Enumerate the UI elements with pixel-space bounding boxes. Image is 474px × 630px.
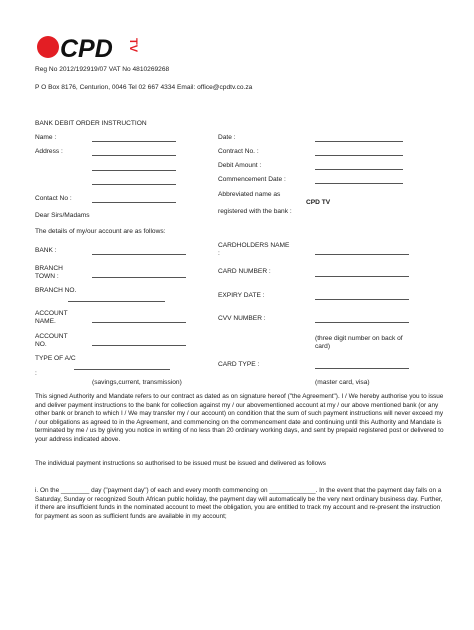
abbrev-name-label-2: registered with the bank : (218, 208, 292, 215)
address-field-2[interactable] (92, 170, 176, 171)
name-field[interactable] (92, 141, 176, 142)
logo-text: CPD (60, 35, 113, 63)
contract-no-field[interactable] (315, 155, 403, 156)
address-field-3[interactable] (92, 184, 176, 185)
reg-number: Reg No 2012/192919/07 VAT No 4810269268 (35, 66, 170, 73)
commencement-field[interactable] (315, 183, 403, 184)
date-field[interactable] (315, 141, 403, 142)
expiry-date-field[interactable] (315, 299, 409, 300)
cvv-field[interactable] (315, 322, 409, 323)
account-name-label-1: ACCOUNT (35, 310, 68, 317)
card-number-label: CARD NUMBER : (218, 268, 271, 275)
account-no-field[interactable] (92, 345, 186, 346)
contract-no-label: Contract No. : (218, 148, 259, 155)
account-no-label-1: ACCOUNT (35, 333, 68, 340)
commencement-label: Commencement Date : (218, 176, 286, 183)
card-type-label: CARD TYPE : (218, 361, 260, 368)
account-type-label: TYPE OF A/C (35, 355, 76, 362)
branch-town-field[interactable] (92, 277, 186, 278)
branch-town-label-1: BRANCH (35, 265, 63, 272)
address-label: Address : (35, 148, 63, 155)
logo-tv: TV (127, 38, 139, 53)
account-type-field[interactable] (74, 369, 170, 370)
account-no-label-2: NO. (35, 341, 47, 348)
form-title: BANK DEBIT ORDER INSTRUCTION (35, 120, 147, 127)
card-type-hint: (master card, visa) (315, 379, 370, 386)
expiry-date-label: EXPIRY DATE : (218, 292, 265, 299)
cpd-tv-logo (36, 33, 146, 63)
account-name-label-2: NAME. (35, 318, 56, 325)
name-label: Name : (35, 134, 57, 141)
contact-label: Contact No : (35, 195, 72, 202)
cardholder-label: CARDHOLDERS NAME (218, 242, 290, 249)
payment-day-paragraph: i. On the ________ day ("payment day") of each and every month commencing on _____________. In the event that the payment day falls on a Saturday, Sunday or recognized South African public holiday, the payment day will automatically be the very next ordinary business day. Further, if there are insufficient funds in the nominated account to meet the obligation, you are entitled to track my account and re-present the instruction for payment as soon as sufficient funds are available in my account; (35, 487, 443, 520)
bank-label: BANK : (35, 247, 57, 254)
debit-amount-label: Debit Amount : (218, 162, 262, 169)
payment-instructions-intro: The individual payment instructions so authorised to be issued must be issued and delivered as follows (35, 460, 326, 467)
abbrev-name-value: CPD TV (306, 199, 331, 206)
logo-red-circle (37, 36, 59, 58)
abbrev-name-label-1: Abbreviated name as (218, 191, 281, 198)
cardholder-colon: : (218, 250, 220, 257)
cvv-hint-1: (three digit number on back of (315, 335, 403, 342)
cvv-label: CVV NUMBER : (218, 315, 266, 322)
debit-amount-field[interactable] (315, 169, 403, 170)
card-number-field[interactable] (315, 276, 409, 277)
date-label: Date : (218, 134, 236, 141)
salutation: Dear Sirs/Madams (35, 212, 90, 219)
cvv-hint-2: card) (315, 343, 331, 350)
account-type-hint: (savings,current, transmission) (92, 379, 182, 386)
address-field-1[interactable] (92, 155, 176, 156)
mandate-paragraph: This signed Authority and Mandate refers to our contract as dated as on signature hereof ("the Agreement"). I / We hereby authorise you to issue and deliver payment instructions to the bank for collection against my / our abovementioned account at my / our above mentioned bank (or any other bank or branch to which I / We may transfer my / our account) on condition that the sum of such payment instructions will never exceed my / our obligations as agreed to in the Agreement, and commencing on the commencement date and continuing until this Authority and Mandate is terminated by me / us by giving you notice in writing of no less than 20 ordinary working days, and sent by prepaid registered post or delivered to your address indicated above. (35, 393, 444, 443)
branch-no-label: BRANCH NO. (35, 287, 77, 294)
branch-no-field[interactable] (68, 301, 165, 302)
account-type-colon: : (35, 370, 37, 377)
card-type-field[interactable] (315, 368, 409, 369)
cardholder-field[interactable] (315, 254, 409, 255)
branch-town-label-2: TOWN : (35, 273, 59, 280)
contact-address: P O Box 8176, Centurion, 0046 Tel 02 667 4334 Email: office@cpdtv.co.za (35, 84, 253, 91)
account-details-intro: The details of my/our account are as follows: (35, 228, 166, 235)
account-name-field[interactable] (92, 322, 186, 323)
bank-field[interactable] (92, 254, 186, 255)
contact-field[interactable] (92, 202, 176, 203)
